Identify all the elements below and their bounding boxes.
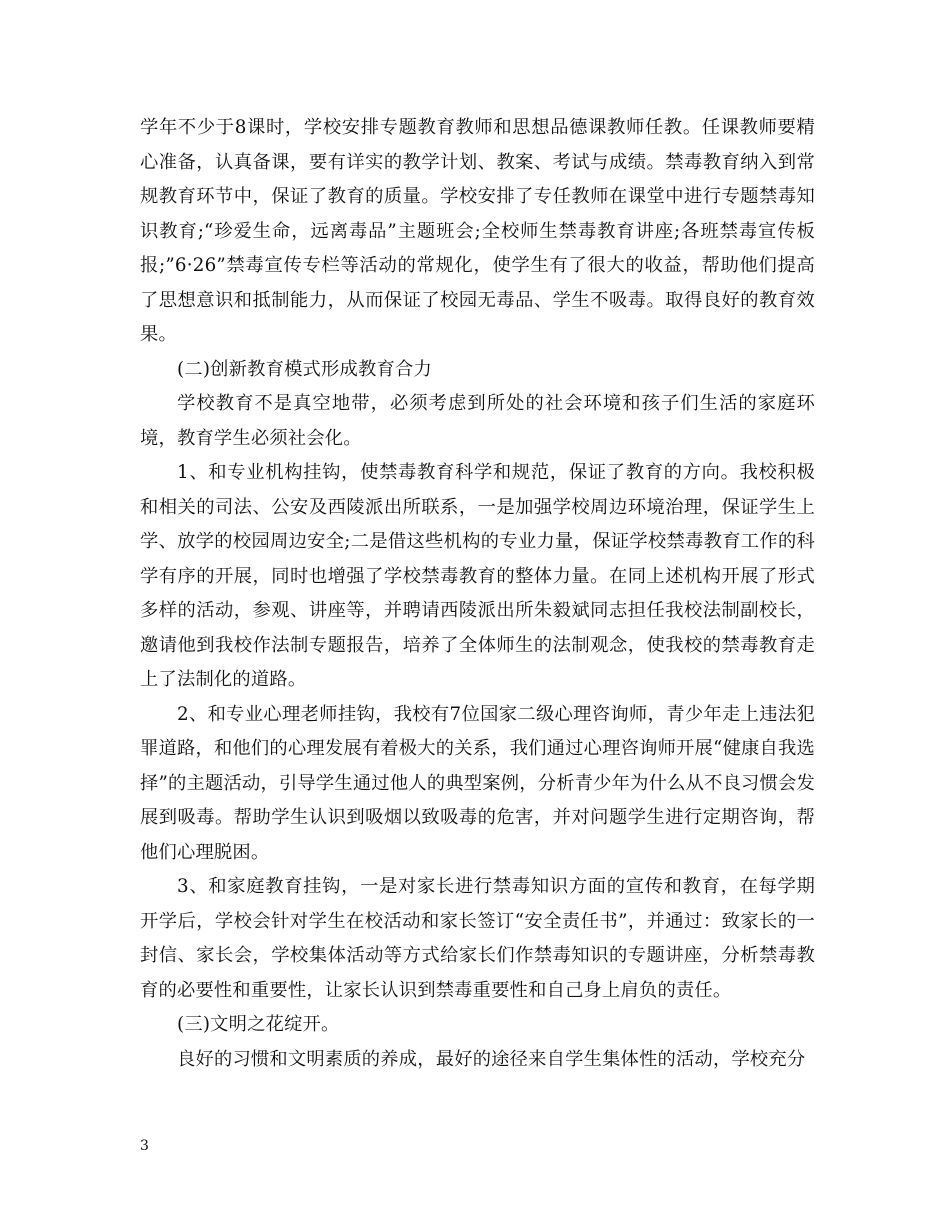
- body-text: [140, 111, 815, 1077]
- paragraph-intro-continuation: 学年不少于8课时，学校安排专题教育教师和思想品德课教师任教。任课教师要精心准备，认真备课，要有详实的教学计划、教案、考试与成绩。禁毒教育纳入到常规教育环节中，保证了教育的质量。学校安排了专任教师在课堂中进行专题禁毒知识教育;“珍爱生命，远离毒品”主题班会;全校师生禁毒教育讲座;各班禁毒宣传板报;”6·26”禁毒宣传专栏等活动的常规化，使学生有了很大的收益，帮助他们提高了思想意识和抵制能力，从而保证了校园无毒品、学生不吸毒。取得良好的教育效果。: [140, 117, 815, 345]
- paragraph-habits: 良好的习惯和文明素质的养成，最好的途径来自学生集体性的活动，学校充分: [177, 1048, 806, 1070]
- page-number: 3: [140, 1138, 149, 1154]
- paragraph-item-two: 2、和专业心理老师挂钩，我校有7位国家二级心理咨询师，青少年走上违法犯罪道路，和他们的心理发展有着极大的关系，我们通过心理咨询师开展“健康自我选择”的主题活动，引导学生通过他人的典型案例，分析青少年为什么从不良习惯会发展到吸毒。帮助学生认识到吸烟以致吸毒的危害，并对问题学生进行定期咨询，帮他们心理脱困。: [140, 703, 815, 863]
- paragraph-school-education: 学校教育不是真空地带，必须考虑到所处的社会环境和孩子们生活的家庭环境，教育学生必须社会化。: [140, 393, 815, 449]
- paragraph-item-one: 1、和专业机构挂钩，使禁毒教育科学和规范，保证了教育的方向。我校积极和相关的司法、公安及西陵派出所联系，一是加强学校周边环境治理，保证学生上学、放学的校园周边安全;二是借这些机构的专业力量，保证学校禁毒教育工作的科学有序的开展，同时也增强了学校禁毒教育的整体力量。在同上述机构开展了形式多样的活动，参观、讲座等，并聘请西陵派出所朱毅斌同志担任我校法制副校长，邀请他到我校作法制专题报告，培养了全体师生的法制观念，使我校的禁毒教育走上了法制化的道路。: [140, 462, 815, 690]
- section-heading-two: (二)创新教育模式形成教育合力: [177, 358, 432, 380]
- paragraph-item-three: 3、和家庭教育挂钩，一是对家长进行禁毒知识方面的宣传和教育，在每学期开学后，学校会针对学生在校活动和家长签订“安全责任书”，并通过：致家长的一封信、家长会，学校集体活动等方式给家长们作禁毒知识的专题讲座，分析禁毒教育的必要性和重要性，让家长认识到禁毒重要性和自己身上肩负的责任。: [140, 876, 815, 1001]
- section-heading-three: (三)文明之花绽开。: [177, 1014, 340, 1035]
